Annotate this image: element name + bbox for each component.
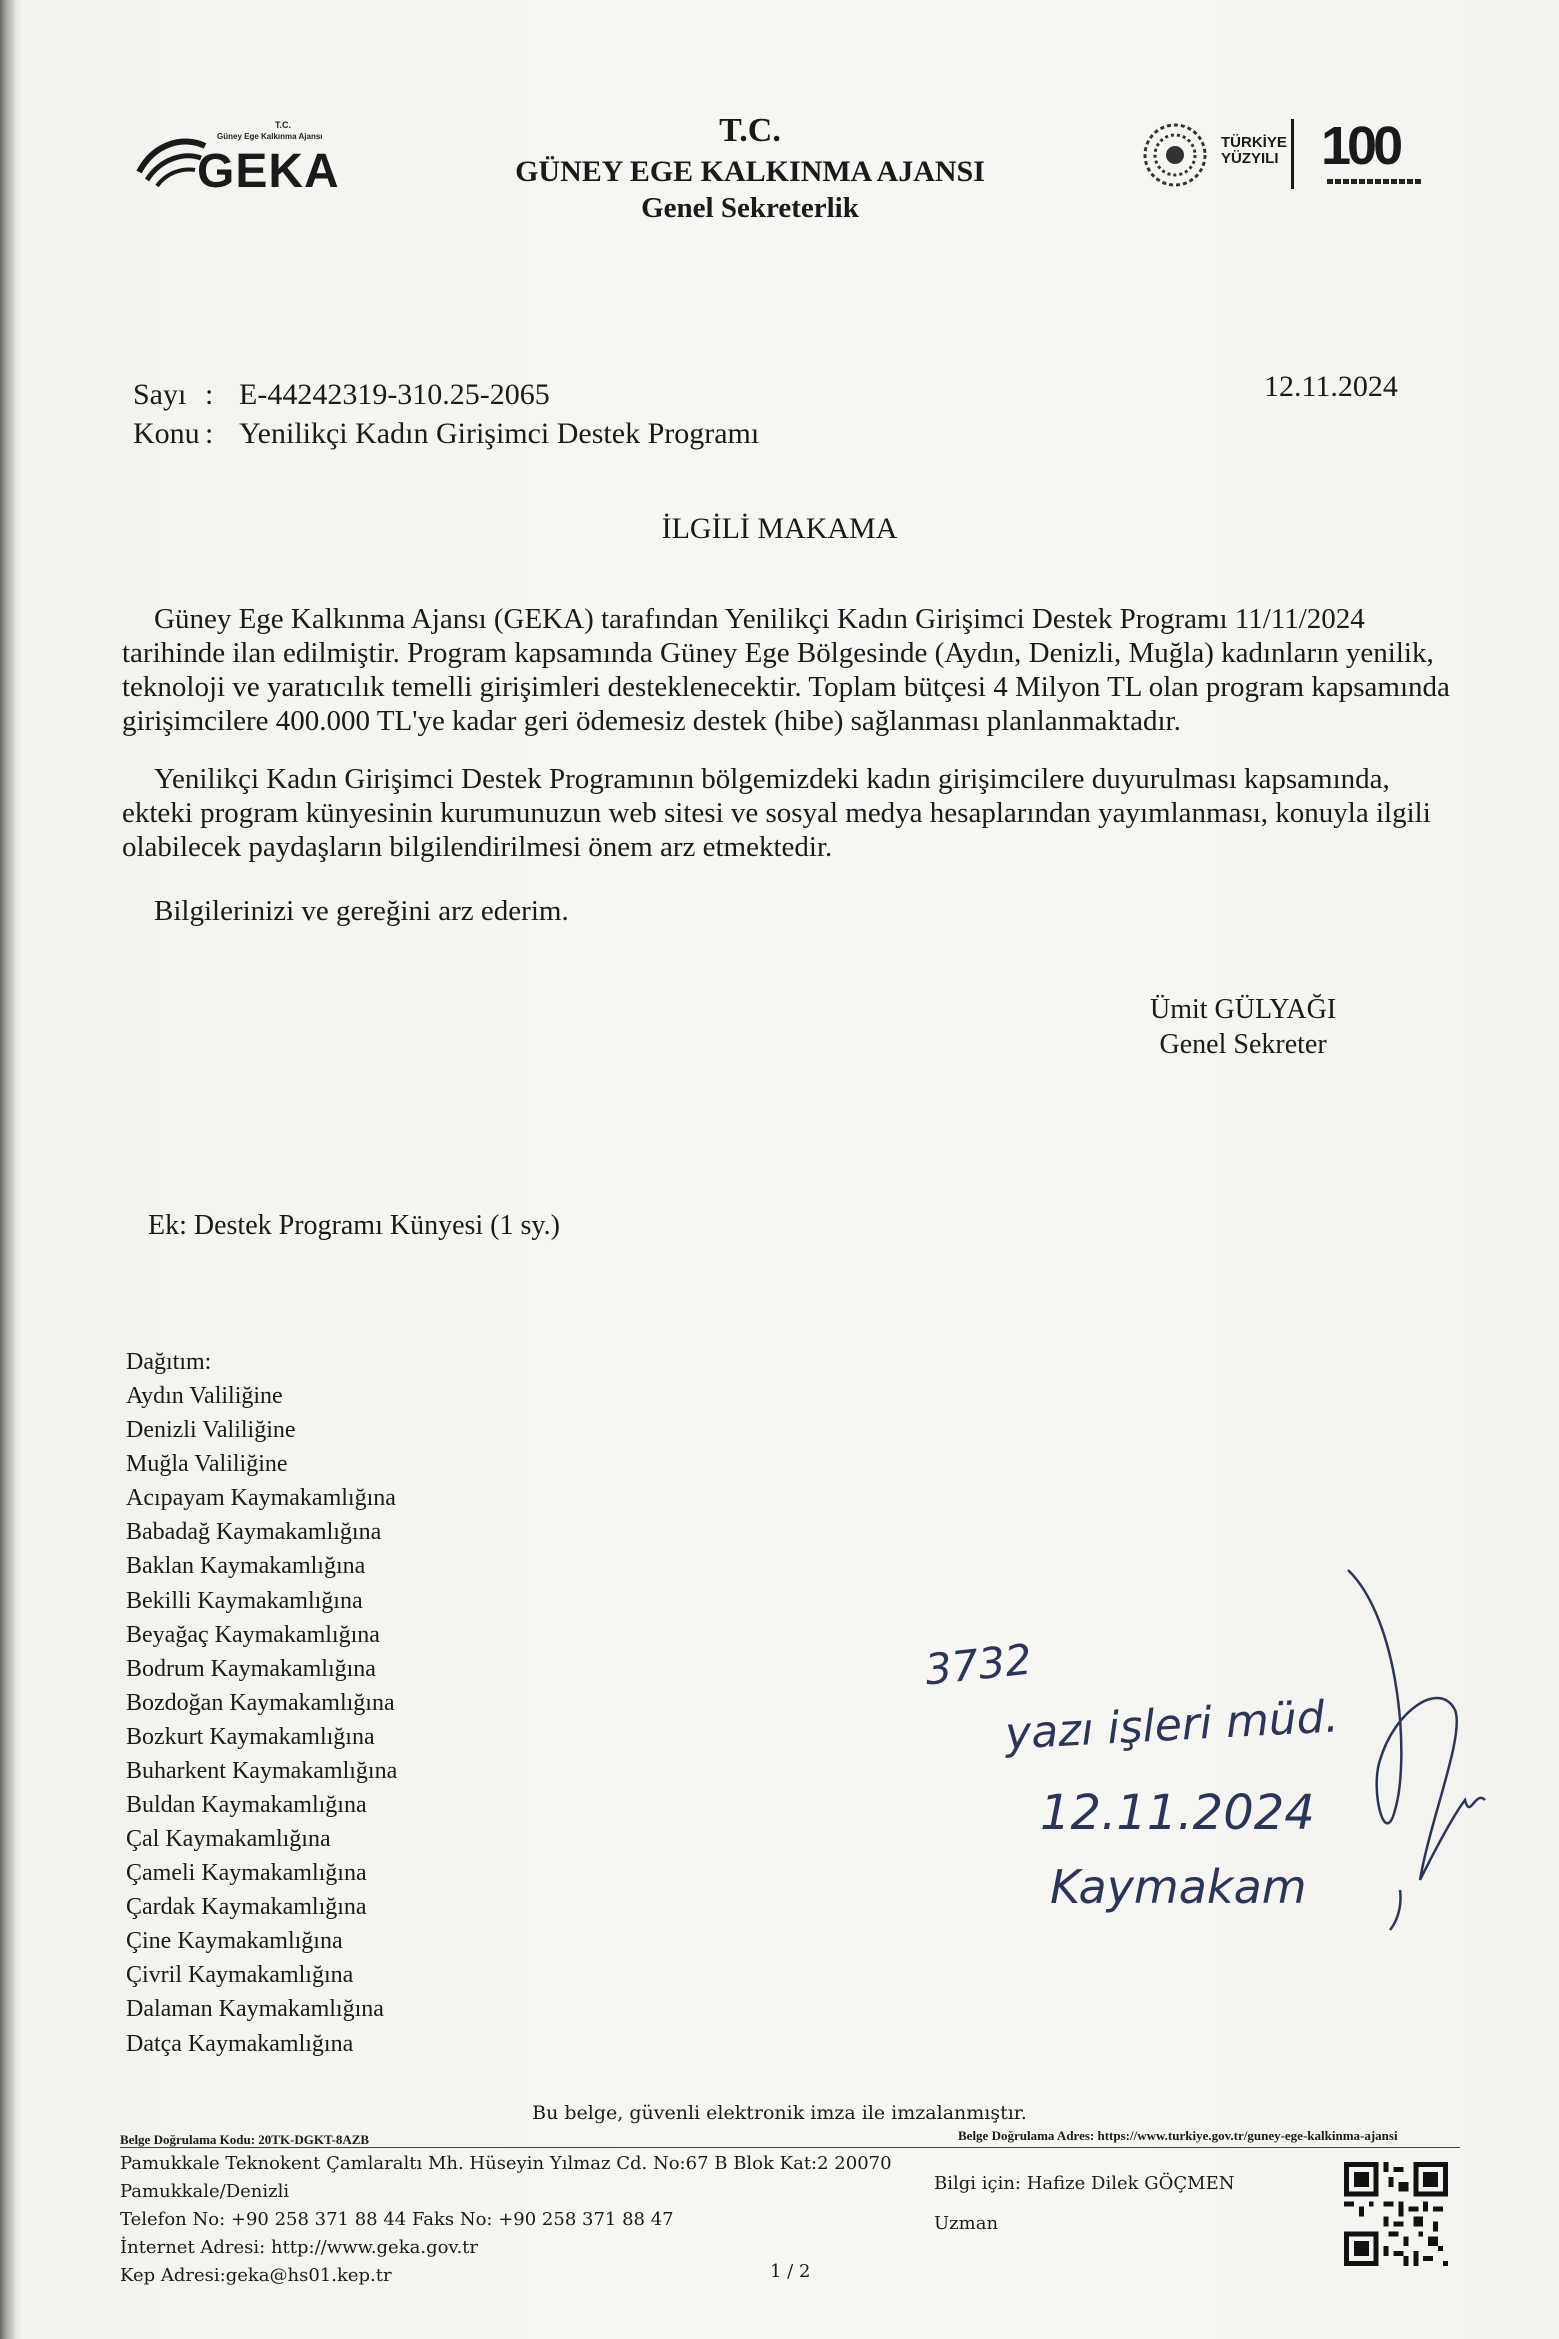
sayi-label: Sayı (133, 378, 187, 411)
distribution-item: Dalaman Kaymakamlığına (126, 1996, 384, 2023)
konu-label: Konu (133, 417, 200, 450)
info-block (934, 2164, 1234, 2243)
distribution-item: Buharkent Kaymakamlığına (126, 1757, 398, 1784)
attachment-line: Ek: Destek Programı Künyesi (1 sy.) (148, 1210, 560, 1241)
geka-logo (135, 118, 365, 200)
verification-code: Belge Doğrulama Kodu: 20TK-DGKT-8AZB (120, 2132, 370, 2147)
distribution-item: Denizli Valiliğine (126, 1417, 296, 1444)
handwritten-date: 12.11.2024 (1040, 1785, 1315, 1841)
address-line-1: Pamukkale Teknokent Çamlaraltı Mh. Hüseyin Yılmaz Cd. No:67 B Blok Kat:2 20070 (120, 2153, 892, 2174)
body-paragraph-2 (122, 763, 1462, 865)
distribution-item: Aydın Valiliğine (126, 1383, 283, 1410)
distribution-heading: Dağıtım: (126, 1349, 212, 1375)
body-paragraph-1 (122, 603, 1462, 739)
paragraph-2-text: Yenilikçi Kadın Girişimci Destek Programının bölgemizdeki kadın girişimcilere duyurulması kapsamında, ekteki program künyesinin kurumunuzun web sitesi ve sosyal medya hesaplarından yayımlanması, konuyla ilgili olabilecek paydaşların bilgilendirilmesi önem arz etmektedir. (122, 763, 1431, 863)
meta-konu (133, 415, 759, 453)
konu-value: Yenilikçi Kadın Girişimci Destek Programı (239, 417, 760, 450)
info-title: Uzman (934, 2212, 999, 2234)
kep-address: Kep Adresi:geka@hs01.kep.tr (120, 2264, 392, 2286)
turkiye-emblem-icon (1135, 115, 1215, 195)
letterhead-tc: T.C. (719, 112, 781, 149)
handwritten-registry-number: 3732 (922, 1634, 1035, 1695)
distribution-item: Çal Kaymakamlığına (126, 1826, 331, 1853)
distribution-item: Baklan Kaymakamlığına (126, 1553, 366, 1580)
distribution-item: Bodrum Kaymakamlığına (126, 1655, 376, 1682)
qr-code-icon[interactable] (1344, 2162, 1448, 2266)
turkiye-yuzyili-text (1221, 135, 1287, 167)
letterhead-unit: Genel Sekreterlik (641, 192, 859, 224)
distribution-item: Muğla Valiliğine (126, 1451, 288, 1478)
distribution-item: Datça Kaymakamlığına (126, 2030, 354, 2057)
meta-sayi (133, 376, 550, 414)
distribution-item: Çardak Kaymakamlığına (126, 1894, 367, 1921)
distribution-item: Beyağaç Kaymakamlığına (126, 1621, 380, 1648)
letterhead (450, 110, 1050, 226)
hundred-subtitle-pattern (1327, 179, 1423, 184)
phone-fax: Telefon No: +90 258 371 88 44 Faks No: +90 258 371 88 47 (120, 2208, 674, 2230)
paragraph-1-text: Güney Ege Kalkınma Ajansı (GEKA) tarafından Yenilikçi Kadın Girişimci Destek Programı 11/11/2024 tarihinde ilan edilmiştir. Program kapsamında Güney Ege Bölgesinde (Aydın, Denizli, Muğla) kadınların yenilik, teknoloji ve yaratıcılık temelli girişimleri desteklenecektir. Toplam bütçesi 4 Milyon TL olan program kapsamında girişimcilere 400.000 TL'ye kadar geri ödemesiz destek (hibe) sağlanması planlanmaktadır. (122, 603, 1450, 737)
scan-edge-shadow (0, 0, 16, 2339)
distribution-item: Çivril Kaymakamlığına (126, 1962, 354, 1989)
info-contact: Bilgi için: Hafize Dilek GÖÇMEN (934, 2173, 1235, 2194)
signature-block (1150, 992, 1336, 1062)
turkiye-line2: YÜZYILI (1221, 149, 1279, 167)
closing-line: Bilgilerinizi ve gereğini arz ederim. (154, 895, 569, 927)
distribution-item: Babadağ Kaymakamlığına (126, 1519, 382, 1546)
distribution-item: Çine Kaymakamlığına (126, 1928, 343, 1955)
turkiye-line1: TÜRKİYE (1221, 134, 1287, 151)
document-date: 12.11.2024 (1264, 370, 1398, 403)
verification-address: Belge Doğrulama Adres: https://www.turkiye.gov.tr/guney-ege-kalkinma-ajansi (958, 2128, 1398, 2143)
sayi-colon: : (205, 378, 214, 411)
signatory-name: Ümit GÜLYAĞI (1150, 994, 1337, 1025)
konu-colon: : (205, 417, 214, 450)
sayi-value: E-44242319-310.25-2065 (239, 378, 550, 411)
geka-logo-small-line2: Güney Ege Kalkınma Ajansı (217, 132, 323, 141)
logo-divider (1291, 119, 1294, 189)
distribution-item: Bozkurt Kaymakamlığına (126, 1723, 375, 1750)
address-line-2: Pamukkale/Denizli (120, 2180, 290, 2202)
signatory-title: Genel Sekreter (1159, 1029, 1327, 1060)
letterhead-organization: GÜNEY EGE KALKINMA AJANSI (515, 154, 985, 188)
addressee: İLGİLİ MAKAMA (661, 512, 898, 545)
distribution-item: Bozdoğan Kaymakamlığına (126, 1689, 395, 1716)
web-address: İnternet Adresi: http://www.geka.gov.tr (120, 2236, 479, 2258)
handwritten-routing: yazı işleri müd. (1003, 1691, 1340, 1760)
distribution-list (126, 1345, 397, 2061)
page-number: 1 / 2 (770, 2261, 811, 2282)
distribution-item: Buldan Kaymakamlığına (126, 1792, 367, 1819)
esign-note: Bu belge, güvenli elektronik imza ile imzalanmıştır. (532, 2102, 1027, 2124)
geka-wordmark: GEKA (197, 145, 340, 198)
distribution-item: Bekilli Kaymakamlığına (126, 1587, 363, 1614)
geka-logo-small-line1: T.C. (275, 120, 292, 130)
distribution-item: Acıpayam Kaymakamlığına (126, 1485, 396, 1512)
handwritten-kaymakam: Kaymakam (1050, 1860, 1307, 1914)
turkiye-yuzyili-logo (1135, 115, 1435, 195)
handwritten-signature-icon (1340, 1560, 1500, 1940)
footer-rule (120, 2147, 1460, 2148)
hundred-mark: 100 (1321, 116, 1400, 176)
distribution-item: Çameli Kaymakamlığına (126, 1860, 367, 1887)
